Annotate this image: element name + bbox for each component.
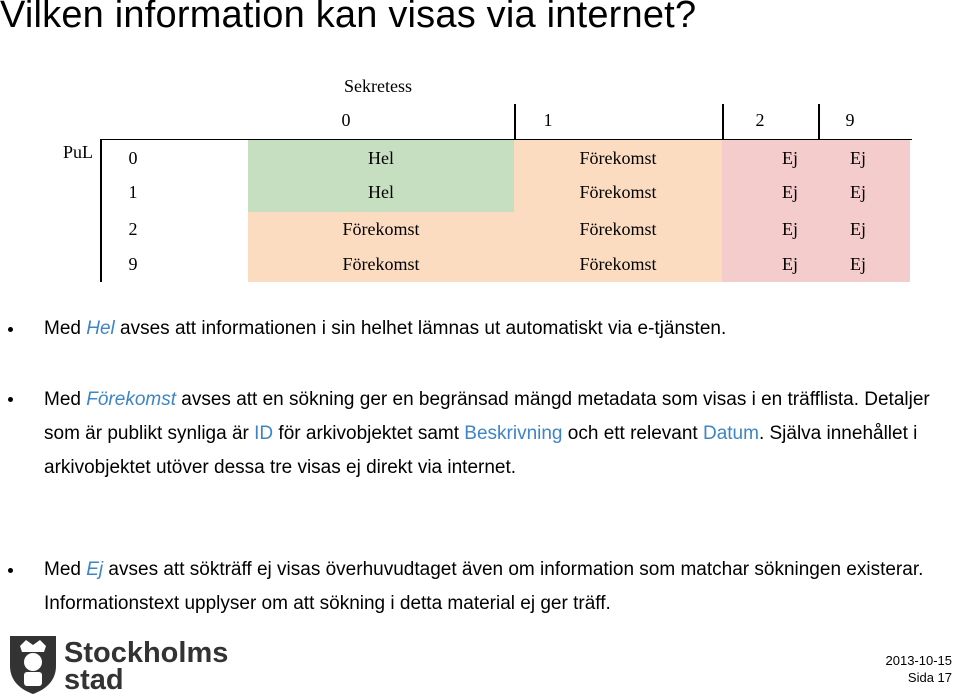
- table-divider: [514, 104, 516, 140]
- table-cell: Ej: [782, 148, 798, 168]
- term-ej: Ej: [86, 559, 104, 580]
- slide-title: Vilken information kan visas via internet?: [0, 0, 697, 36]
- row-label: 1: [128, 182, 138, 202]
- page-number: Sida 17: [907, 670, 952, 685]
- table-cell: Ej: [782, 182, 798, 202]
- table-cell: Ej: [850, 219, 866, 239]
- sekretess-header: Sekretess: [344, 76, 412, 96]
- table-divider: [818, 104, 820, 140]
- stockholm-crest-icon: [6, 632, 60, 696]
- bullet-dot: [8, 397, 13, 402]
- col-header: 2: [755, 110, 765, 130]
- term-forekomst: Förekomst: [86, 389, 176, 410]
- logo-line: stad: [64, 664, 124, 696]
- table-divider: [100, 140, 102, 282]
- table-cell: Förekomst: [342, 254, 420, 274]
- footer-date: [886, 652, 953, 686]
- table-cell: Förekomst: [579, 148, 657, 168]
- bullet-text: Med: [44, 389, 87, 410]
- bullet-hel: [44, 312, 956, 346]
- term-hel: Hel: [86, 318, 115, 339]
- table-cell: Ej: [782, 219, 798, 239]
- logo-wordmark: [64, 637, 229, 696]
- col-header: 0: [341, 110, 351, 130]
- row-label: 9: [128, 254, 138, 274]
- pul-header: PuL: [62, 142, 93, 162]
- table-cell: Ej: [850, 254, 866, 274]
- col-header: 1: [543, 110, 553, 130]
- bullet-text: . Själva innehållet i arkivobjektet utöver dessa tre visas ej direkt via internet.: [44, 423, 918, 478]
- bullet-text: Med: [44, 318, 87, 339]
- bullet-dot: [8, 568, 13, 573]
- table-cell: Förekomst: [579, 182, 657, 202]
- table-cell: Hel: [368, 182, 394, 202]
- term-beskrivning: Beskrivning: [464, 423, 563, 444]
- table-cell: Ej: [850, 148, 866, 168]
- table-cell: Ej: [850, 182, 866, 202]
- bullet-text: för arkivobjektet samt: [273, 423, 465, 444]
- table-divider: [722, 104, 724, 140]
- bullet-text: avses att sökträff ej visas överhuvudtaget även om information som matchar sökningen existerar. Informationstext upplyser om att sökning i detta material ej ger träff.: [44, 559, 924, 614]
- logo-line: Stockholms: [64, 637, 229, 669]
- date-text: 2013-10-15: [885, 653, 952, 668]
- bullet-forekomst: [44, 383, 956, 485]
- col-header: 9: [845, 110, 855, 130]
- table-cell: Förekomst: [342, 219, 420, 239]
- table-cell: Förekomst: [579, 254, 657, 274]
- bullet-text: avses att informationen i sin helhet lämnas ut automatiskt via e-tjänsten.: [114, 318, 727, 339]
- table-cell: Hel: [368, 148, 394, 168]
- bullet-text: och ett relevant: [562, 423, 703, 444]
- row-label: 2: [128, 219, 138, 239]
- term-id: ID: [254, 423, 274, 444]
- bullet-text: Med: [44, 559, 87, 580]
- bullet-text: avses att en sökning ger en begränsad mängd metadata som visas i en träfflista. Detaljer som är publikt synliga är: [44, 389, 930, 444]
- term-datum: Datum: [702, 423, 759, 444]
- row-label: 0: [128, 148, 138, 168]
- bullet-ej: [44, 553, 956, 621]
- table-cell: Ej: [782, 254, 798, 274]
- table-cell: Förekomst: [579, 219, 657, 239]
- sekretess-pul-table: [0, 0, 960, 290]
- bullet-dot: [8, 327, 13, 332]
